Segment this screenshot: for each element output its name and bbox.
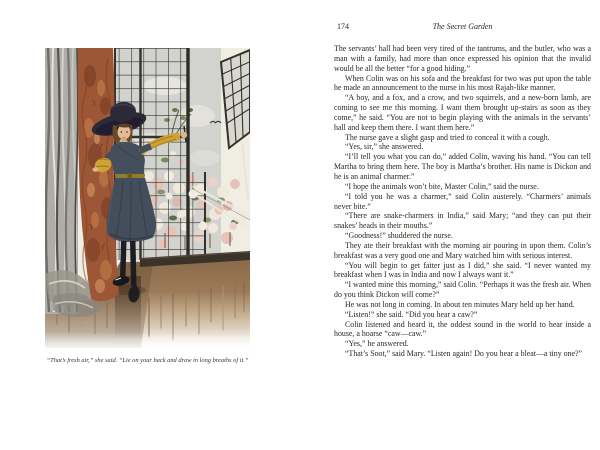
paragraph: When Colin was on his sofa and the breakfast for two was put upon the table he made an announcement to the nurse in his most Rajah-like manner.	[334, 73, 591, 93]
paragraph: “I wanted mine this morning,” said Colin. “Perhaps it was the fresh air. When do you think Dickon will come?”	[334, 280, 591, 300]
paragraph: “Listen!” she said. “Did you hear a caw?”	[345, 309, 478, 319]
paragraph: “I’ll tell you what you can do,” added Colin, waving his hand. “You can tell Martha to bring them here. The boy is Martha’s brother. His name is Dickon and he is an animal charmer.”	[334, 152, 591, 181]
paragraph: “That’s Soot,” said Mary. “Listen again! Do you hear a bleat—a tiny one?”	[345, 349, 583, 359]
paragraph: They ate their breakfast with the morning air pouring in upon them. Colin’s breakfast was a very good one and Mary watched him with serious interest.	[334, 240, 591, 260]
paragraph: “Yes,” he answered.	[345, 339, 409, 349]
paragraph: The nurse gave a slight gasp and tried to conceal it with a cough.	[345, 132, 550, 142]
book-illustration	[45, 48, 250, 352]
page-text	[334, 44, 591, 359]
page-number: 174	[337, 22, 349, 31]
paragraph: “A boy, and a fox, and a crow, and two squirrels, and a new-born lamb, are coming to see me this morning. I want them brought up-stairs as soon as they come,” he said. “You are not to begin playing with the animals in the servants’ hall and keep them there. I want them here.”	[334, 93, 591, 132]
paragraph: Colin listened and heard it, the oddest sound in the world to hear inside a house, a hoarse “caw—caw.”	[334, 319, 591, 339]
watercolour-fade	[45, 332, 250, 352]
left-page	[45, 48, 250, 352]
running-title: The Secret Garden	[432, 22, 493, 31]
paragraph: The servants’ hall had been very tired of the tantrums, and the butler, who was a man with a family, had more than once expressed his opinion that the invalid would be all the better “for a good hiding.”	[334, 44, 591, 73]
paragraph: “I hope the animals won’t bite, Master Colin,” said the nurse.	[345, 181, 539, 191]
girl-head	[113, 124, 134, 145]
paragraph: “Goodness!” shuddered the nurse.	[345, 231, 453, 241]
right-page	[334, 22, 591, 359]
paragraph: “I told you he was a charmer,” said Colin austerely. “Charmers’ animals never bite.”	[334, 191, 591, 211]
illustration-caption: “That’s fresh air,” she said. “Lie on your back and draw in long breaths of it.”	[46, 357, 249, 364]
paragraph: “You will begin to get fatter just as I did,” she said. “I never wanted my breakfast when I was in India and now I always want it.”	[334, 260, 591, 280]
paragraph: He was not long in coming. In about ten minutes Mary held up her hand.	[345, 299, 575, 309]
paragraph: “Yes, sir,” she answered.	[345, 142, 424, 152]
page-header	[334, 22, 591, 35]
paragraph: “There are snake-charmers in India,” said Mary; “and they can put their snakes’ heads in their mouths.”	[334, 211, 591, 231]
